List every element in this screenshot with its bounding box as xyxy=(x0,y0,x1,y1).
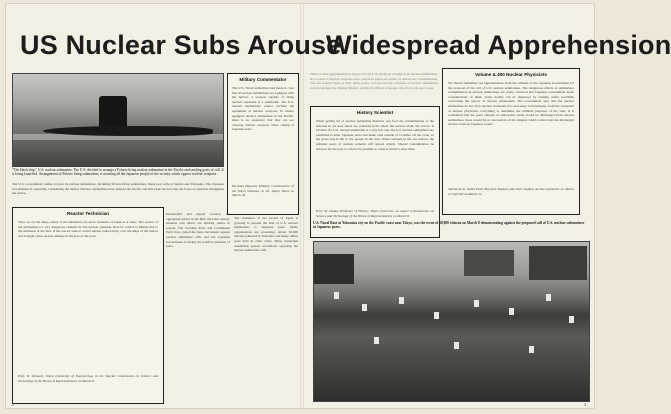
headline-right: Widespread Apprehension xyxy=(326,30,671,60)
history-scientist-title: History Scientist xyxy=(356,110,394,115)
protest-flag xyxy=(374,337,379,344)
protest-flag xyxy=(434,312,439,319)
military-commentator-title: Military Commentator xyxy=(239,77,287,82)
physicists-title: Volume & 400 Nuclear Physicists xyxy=(475,72,547,77)
reactor-technician-title: Reactor Technician xyxy=(66,211,110,216)
building-shape xyxy=(529,246,587,280)
column-middle-right: The resistance of the people of Japan is growing to prevent the visit of U.S. nuclear submarines to Japanese ports. Many organizations are protesting. About 30,000 citizens gathered at Yokosuka and many rallies were held in other cities. Many municipal assemblies passed resolutions opposing the nuclear submarine calls. xyxy=(234,216,298,253)
column-middle-left: Dissatisfied and deeply worried, the opposition parties in the Diet, the labor unions, students and others are holding rallies in protest. The Socialist Party and Communist Party have joined the mass movement against nuclear submarine calls and the Japanese Government is facing the political question of ports. xyxy=(166,212,230,249)
submarine-hull xyxy=(43,126,213,136)
history-scientist-byline: Prof. M. Okada, Professor of History, Tokyo University, an expert Commissioner on Science and Technology of the House of Representatives on March 8. xyxy=(316,209,434,218)
protest-flag xyxy=(362,304,367,311)
protest-flag xyxy=(569,316,574,323)
building-shape xyxy=(314,254,354,284)
reactor-technician-box xyxy=(12,207,164,404)
protest-flag xyxy=(529,346,534,353)
physicists-box xyxy=(442,68,580,215)
crowd-photo-caption: U.S. Naval Base at Yokosuka city on the Pacific coast near Tokyo, was the scene of 30,000 citizens on March 8 demonstrating against the proposed call of U.S. nuclear submarines at Japanese ports. xyxy=(313,221,585,230)
physicists-byline: Statement by Nobel Prize Physicist Yukawa and other leading nuclear physicists on March 27 and 400 on March 22. xyxy=(448,187,574,196)
page-number-right: 3 xyxy=(584,402,586,407)
protest-flag xyxy=(509,308,514,315)
protest-flag xyxy=(334,292,339,299)
military-commentator-byline: Kiyosaki Hayashi, Military Commentator of the Tokyo Shimbun, in the Japan Times on March 26. xyxy=(232,184,294,198)
submarine-sail xyxy=(99,96,127,130)
page-number-left: 2 xyxy=(12,402,14,407)
column-right-top: There is wide apprehension in Japan over the U.S. proposal to bring in its nuclear submarines. As a result of nuclear weapons tests, people in Japan are aware of radioactive contamination. The sea around Japan is their main source of food and the presence of nuclear submarines would endanger the fishing industry and the livelihood of people who live in the port areas. xyxy=(310,72,438,90)
protest-flag xyxy=(474,300,479,307)
headline-left: US Nuclear Subs Arouse xyxy=(20,30,342,60)
reactor-technician-byline: Prof. W. Ishiwari, Tokyo University of Engineering, in the Special Commission on Science and Technology of the House of Representatives on March 8. xyxy=(18,374,158,383)
protest-flag xyxy=(399,297,404,304)
submarine-photo-caption: "The black ship," U.S. nuclear submarine. The U.S. decided to arrange a Polaris-firing nuclear submarine in the Pacific and sending ports of call. It is being launched. Arrangement of Polaris-firing submarines is arousing all the Japanese people of the vicinity which oppose nuclear weapons. xyxy=(12,168,224,177)
reactor-technician-body: Since we by the ships, safety of the submarine for those residents of Japan is at stake. The reactor of the submarine is a very dangerous element for the nuclear situation. Reactor control is limited due to the thickness of the hull. If the reactor leaks it would release radioactivity over the ships of the harbor and it might cause serious damage in the area of the ports. xyxy=(18,220,158,238)
submarine-photo xyxy=(12,73,224,167)
history-scientist-body: When getting rid of nuclear submarine material, you face the contamination of the material in all such shoes are scattered from where the nuclear plant, the reactor is located. If a U.S. nuclear submarine is a very fast one, the U.S. nuclear submarines are permitted to enter Japanese ports and make calls outside of 12 miles off the coast, so the grave risk is left to the people in the area. When released in the sea surface, the polluted pools of nuclear remains will spread widely. Should contamination be allowed for the port, it will not be possible to clean it within a short time. xyxy=(316,119,434,151)
demonstration-crowd-photo xyxy=(313,241,590,402)
history-scientist-box xyxy=(310,106,440,238)
intro-text: The U.S. Government wishes to have its nuclear submarines, including Polaris-firing submarines, make port calls at Sasebo and Yokosuka. The Japanese Government is reportedly considering the matter. Nuclear submarines have entered the Pacific and this issue has become the focus of attention throughout the nation. xyxy=(12,182,224,196)
military-commentator-body: The U.S. Naval authorities had made it clear that all nuclear submarines are equipped with the Subroc, a weapon capable of firing nuclear warheads at a submarine. The U.S. nuclear submarines cannot exclude the equipment of nuclear weapons. To ensure equipped nuclear submarines in the Pacific, there is no assurance that they are not carrying nuclear weapons when calling at Japanese ports. xyxy=(232,86,294,132)
protest-flag xyxy=(546,294,551,301)
center-fold xyxy=(300,4,304,408)
military-commentator-box xyxy=(227,73,299,215)
physicists-body: We should remember our apprehensions from the refusals of the Japanese Government for the proposal of the call of U.S. nuclear submarines. The dangerous effects of submarines contamination in nuclear submarines are pretty obscured and Japanese Government made considerations of them. Some doubts can be dispersed by relating safety problems concerning the reactor of nuclear submarines. The Government says that the nuclear submarines do not carry nuclear warheads. It is necessary to investigate, from the viewpoint of nuclear physicists, everything to determine the ultimate purposes of the visit. It is considered that the great amount of radioactive waste would be discharged from nuclear submarines, there would be no prevention of the dangers which come from the discharged nuclear waste in Japanese waters. xyxy=(448,81,574,127)
building-shape xyxy=(464,250,514,276)
protest-flag xyxy=(454,342,459,349)
